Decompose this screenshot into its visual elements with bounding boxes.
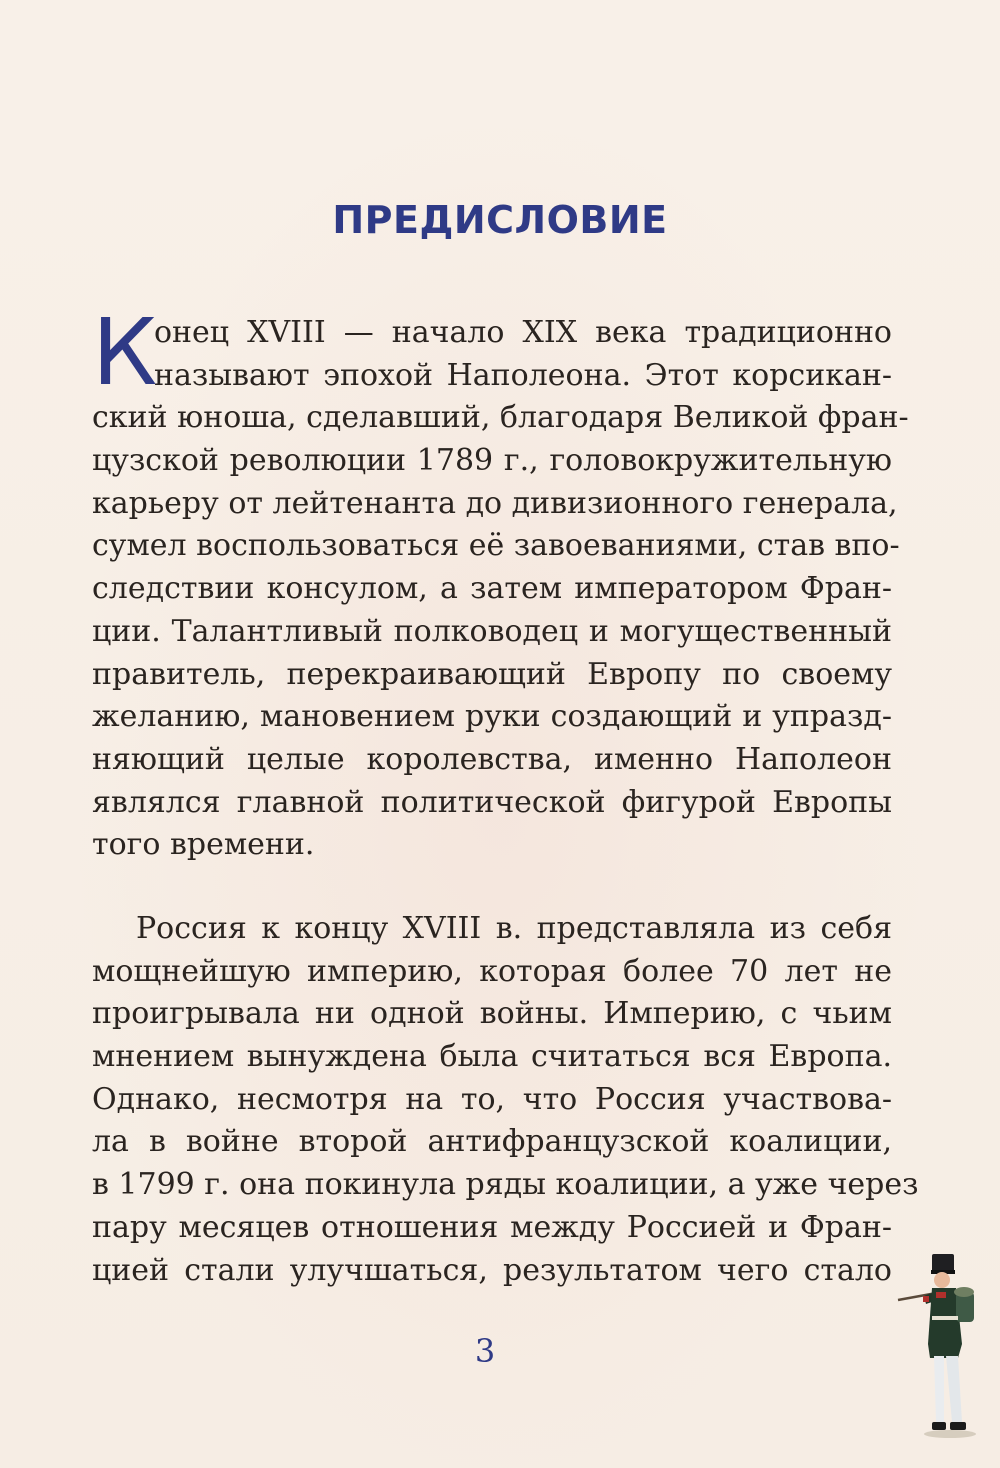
soldier-figure-icon xyxy=(896,1252,996,1442)
text-line: мнением вынуждена была считаться вся Европа. xyxy=(92,1039,892,1075)
text-line: цией стали улучшаться, результатом чего стало xyxy=(92,1252,892,1288)
text-line: проигрывала ни одной войны. Империю, с чьим xyxy=(92,996,892,1032)
text-line: следствии консулом, а затем императором Фран- xyxy=(92,571,892,607)
text-line: няющий целые королевства, именно Наполеон xyxy=(92,741,892,777)
text-line: пару месяцев отношения между Россией и Фран- xyxy=(92,1209,892,1245)
text-line: Однако, несмотря на то, что Россия участвова- xyxy=(92,1081,892,1117)
text-line: называют эпохой Наполеона. Этот корсикан- xyxy=(154,357,892,393)
paragraph-2 xyxy=(92,908,919,1292)
text-line: ла в войне второй антифранцузской коалиции, xyxy=(92,1124,892,1160)
text-line: цузской революции 1789 г., головокружительную xyxy=(92,443,892,479)
text-line: являлся главной политической фигурой Европы xyxy=(92,784,892,820)
page-number: 3 xyxy=(474,1332,496,1370)
text-line: сумел воспользоваться её завоеваниями, став впо- xyxy=(92,528,900,564)
drop-cap: К xyxy=(92,299,158,406)
text-line: мощнейшую империю, которая более 70 лет не xyxy=(92,953,892,989)
text-line: карьеру от лейтенанта до дивизионного генерала, xyxy=(92,485,898,521)
text-line: желанию, мановением руки создающий и упразд- xyxy=(92,699,892,735)
text-line: Россия к концу XVIII в. представляла из себя xyxy=(136,911,892,946)
text-line: того времени. xyxy=(92,827,315,863)
text-line: ский юноша, сделавший, благодаря Великой фран- xyxy=(92,400,909,436)
text-line: правитель, перекраивающий Европу по своему xyxy=(92,656,892,692)
paragraph-1 xyxy=(92,299,909,867)
text-line: ции. Талантливый полководец и могущественный xyxy=(92,613,892,649)
text-line: онец XVIII — начало XIX века традиционно xyxy=(154,315,892,350)
page-title: ПРЕДИСЛОВИЕ xyxy=(332,198,668,242)
text-line: в 1799 г. она покинула ряды коалиции, а уже через xyxy=(92,1167,919,1203)
